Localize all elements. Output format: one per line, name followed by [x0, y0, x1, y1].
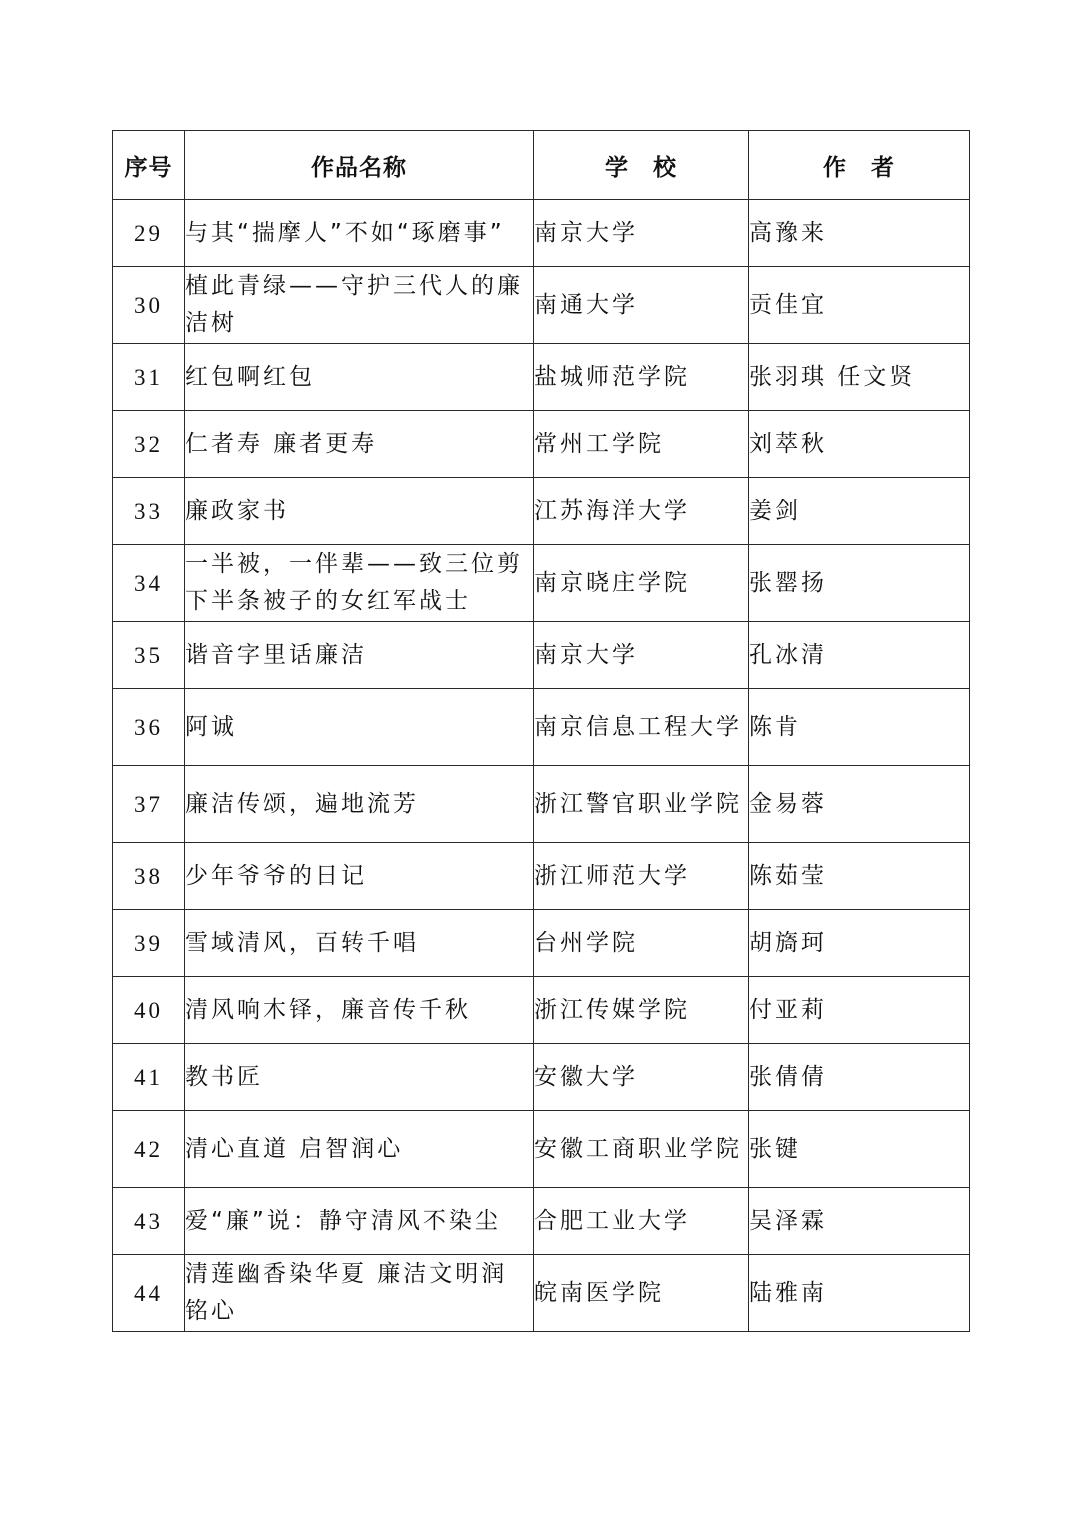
row-author: 吴泽霖 — [749, 1188, 970, 1255]
table-row — [113, 910, 970, 977]
row-no: 41 — [113, 1044, 185, 1111]
row-title: 教书匠 — [185, 1044, 534, 1111]
table-row — [113, 1111, 970, 1188]
row-author: 张倩倩 — [749, 1044, 970, 1111]
row-title: 一半被，一伴辈——致三位剪下半条被子的女红军战士 — [185, 545, 534, 622]
row-no: 42 — [113, 1111, 185, 1188]
row-no: 29 — [113, 200, 185, 267]
works-table — [112, 130, 970, 1332]
row-school: 常州工学院 — [534, 411, 749, 478]
row-author: 张羽琪 任文贤 — [749, 344, 970, 411]
row-school: 浙江传媒学院 — [534, 977, 749, 1044]
row-no: 30 — [113, 267, 185, 344]
row-author: 张罂扬 — [749, 545, 970, 622]
row-school: 南京大学 — [534, 200, 749, 267]
row-author: 孔冰清 — [749, 622, 970, 689]
header-title: 作品名称 — [185, 131, 534, 200]
row-author: 胡旖珂 — [749, 910, 970, 977]
row-title: 红包啊红包 — [185, 344, 534, 411]
row-school: 盐城师范学院 — [534, 344, 749, 411]
row-author: 付亚莉 — [749, 977, 970, 1044]
table-row — [113, 977, 970, 1044]
row-title: 仁者寿 廉者更寿 — [185, 411, 534, 478]
row-no: 44 — [113, 1255, 185, 1332]
row-no: 31 — [113, 344, 185, 411]
row-author: 陈肯 — [749, 689, 970, 766]
row-author: 陈茹莹 — [749, 843, 970, 910]
row-title: 谐音字里话廉洁 — [185, 622, 534, 689]
header-author: 作 者 — [749, 131, 970, 200]
row-school: 南京大学 — [534, 622, 749, 689]
table-row — [113, 411, 970, 478]
row-school: 合肥工业大学 — [534, 1188, 749, 1255]
row-title: 阿诚 — [185, 689, 534, 766]
table-row — [113, 344, 970, 411]
row-title: 清莲幽香染华夏 廉洁文明润铭心 — [185, 1255, 534, 1332]
row-author: 贡佳宜 — [749, 267, 970, 344]
row-title: 植此青绿——守护三代人的廉洁树 — [185, 267, 534, 344]
row-no: 36 — [113, 689, 185, 766]
row-school: 安徽大学 — [534, 1044, 749, 1111]
row-school: 江苏海洋大学 — [534, 478, 749, 545]
row-title: 清风响木铎，廉音传千秋 — [185, 977, 534, 1044]
table-row — [113, 1255, 970, 1332]
row-school: 安徽工商职业学院 — [534, 1111, 749, 1188]
row-title: 雪域清风，百转千唱 — [185, 910, 534, 977]
row-author: 高豫来 — [749, 200, 970, 267]
row-school: 南京晓庄学院 — [534, 545, 749, 622]
table-header-row — [113, 131, 970, 200]
row-school: 皖南医学院 — [534, 1255, 749, 1332]
row-no: 35 — [113, 622, 185, 689]
row-title: 廉洁传颂，遍地流芳 — [185, 766, 534, 843]
table-row — [113, 689, 970, 766]
row-title: 清心直道 启智润心 — [185, 1111, 534, 1188]
header-no: 序号 — [113, 131, 185, 200]
row-no: 40 — [113, 977, 185, 1044]
row-no: 37 — [113, 766, 185, 843]
row-author: 张键 — [749, 1111, 970, 1188]
table-row — [113, 1188, 970, 1255]
row-no: 34 — [113, 545, 185, 622]
row-no: 32 — [113, 411, 185, 478]
row-title: 与其“揣摩人”不如“琢磨事” — [185, 200, 534, 267]
table-row — [113, 622, 970, 689]
table-row — [113, 200, 970, 267]
row-school: 浙江警官职业学院 — [534, 766, 749, 843]
row-no: 43 — [113, 1188, 185, 1255]
row-author: 刘萃秋 — [749, 411, 970, 478]
table-row — [113, 545, 970, 622]
row-author: 姜剑 — [749, 478, 970, 545]
table-row — [113, 1044, 970, 1111]
table-row — [113, 843, 970, 910]
row-title: 廉政家书 — [185, 478, 534, 545]
table-row — [113, 766, 970, 843]
table-row — [113, 478, 970, 545]
row-no: 39 — [113, 910, 185, 977]
row-school: 南通大学 — [534, 267, 749, 344]
row-school: 浙江师范大学 — [534, 843, 749, 910]
row-school: 南京信息工程大学 — [534, 689, 749, 766]
row-school: 台州学院 — [534, 910, 749, 977]
row-no: 38 — [113, 843, 185, 910]
row-title: 爱“廉”说：静守清风不染尘 — [185, 1188, 534, 1255]
row-title: 少年爷爷的日记 — [185, 843, 534, 910]
header-school: 学 校 — [534, 131, 749, 200]
row-author: 陆雅南 — [749, 1255, 970, 1332]
row-no: 33 — [113, 478, 185, 545]
row-author: 金易蓉 — [749, 766, 970, 843]
table-row — [113, 267, 970, 344]
